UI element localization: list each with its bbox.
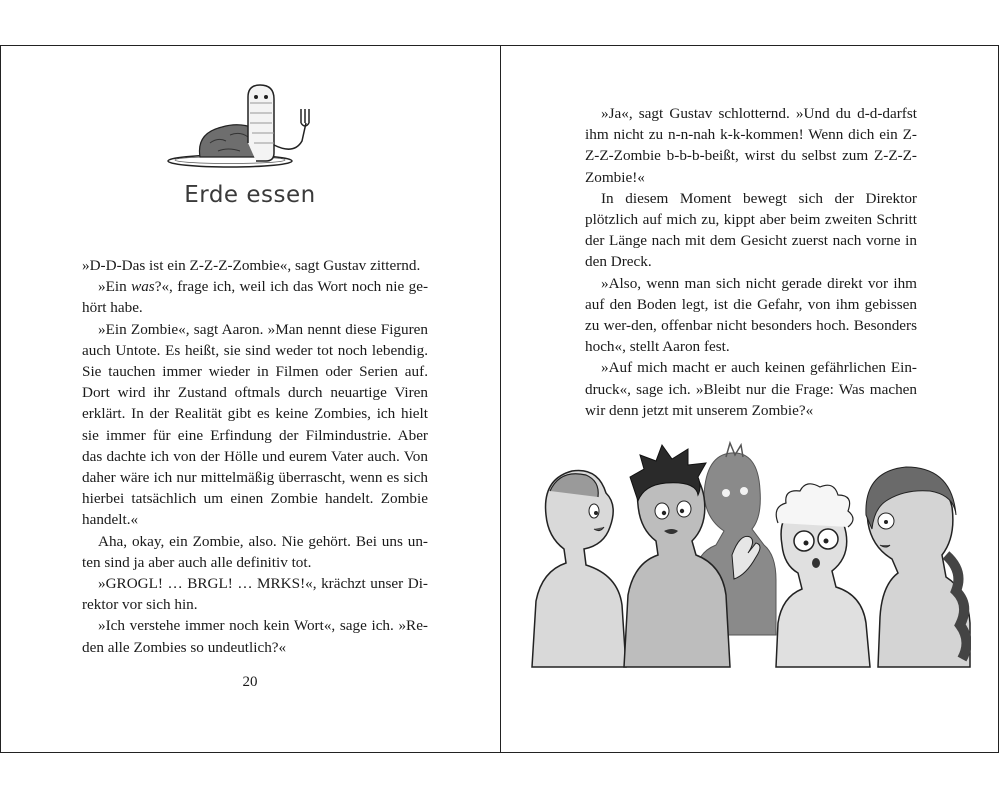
text-segment: »Also, wenn man sich nicht gerade direkt vor ihm auf den Boden legt, ist die Gefahr, von ihm gebissen zu wer-den, offenbar nicht besonders hoch. Besonders hoch«, stellt Aaron fest. bbox=[585, 274, 917, 356]
paragraph bbox=[82, 319, 428, 531]
paragraph bbox=[585, 273, 917, 358]
right-page bbox=[501, 45, 999, 753]
paragraph bbox=[82, 255, 428, 276]
text-segment: Aha, okay, ein Zombie, also. Nie gehört. Bei uns un-ten sind ja aber auch alle definitiv tot. bbox=[82, 532, 428, 571]
left-page bbox=[0, 45, 500, 753]
worm-eating-dirt-illustration bbox=[160, 83, 340, 175]
text-segment: In diesem Moment bewegt sich der Direktor plötzlich auf mich zu, kippt aber beim zweiten Schritt der Länge nach mit dem Gesicht zuerst nach vorne in den Dreck. bbox=[585, 189, 917, 271]
text-segment: ?«, frage ich, weil ich das Wort noch nie ge-hört habe. bbox=[82, 278, 428, 317]
right-body-text bbox=[585, 103, 917, 421]
text-segment: »GROGL! … BRGL! … MRKS!«, krächzt unser Di-rektor vor sich hin. bbox=[82, 575, 428, 614]
page-number: 20 bbox=[242, 674, 258, 690]
paragraph bbox=[82, 573, 428, 615]
paragraph bbox=[585, 188, 917, 273]
paragraph bbox=[82, 531, 428, 573]
children-with-zombie-illustration bbox=[526, 405, 971, 695]
text-segment: »Ich verstehe immer noch kein Wort«, sage ich. »Re-den alle Zombies so undeutlich?« bbox=[82, 617, 428, 656]
paragraph bbox=[82, 615, 428, 657]
text-segment: »D-D-Das ist ein Z-Z-Z-Zombie«, sagt Gustav zitternd. bbox=[82, 257, 421, 274]
left-body-text bbox=[82, 255, 428, 658]
emphasis-text: was bbox=[131, 278, 155, 296]
text-segment: »Ein Zombie«, sagt Aaron. »Man nennt diese Figuren auch Untote. Es heißt, sie sind weder tot noch lebendig. Sie tauchen immer wieder in Filmen oder Serien auf. Dort wird ihr Zustand oftmals durch neuartige Viren erklärt. In der Realität gibt es keine Zombies, ich hielt sie immer für eine Erfindung der Filmindustrie. Aber das dachte ich von der Hölle und eurem Vater auch. Von daher wäre ich nur mittelmäßig überrascht, wenn es sich hierbei tatsächlich um einen Zombie handelt. Zombie handelt.« bbox=[82, 320, 428, 529]
text-segment: »Ein bbox=[98, 278, 132, 296]
text-segment: »Auf mich macht er auch keinen gefährlichen Ein-druck«, sage ich. »Bleibt nur die Frage: Was machen wir denn jetzt mit unserem Zombie?« bbox=[585, 359, 917, 419]
paragraph bbox=[82, 276, 428, 318]
text-segment: »Ja«, sagt Gustav schlotternd. »Und du d-d-darfst ihm nicht zu n-n-nah k-k-kommen! Wenn dich ein Z-Z-Z-Zombie b-b-b-beißt, wirst du selbst zum Z-Z-Z-Zombie!« bbox=[585, 105, 917, 186]
chapter-title: Erde essen bbox=[184, 182, 316, 208]
paragraph bbox=[585, 103, 917, 188]
